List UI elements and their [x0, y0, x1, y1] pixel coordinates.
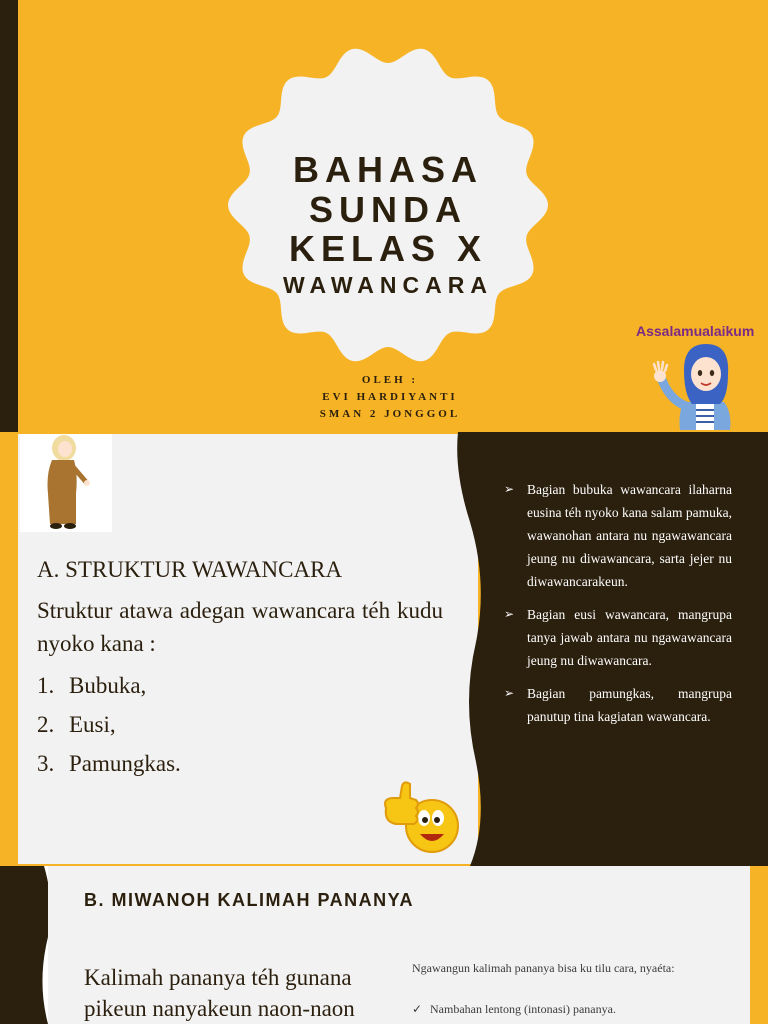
title-line-2: KELAS X [288, 228, 488, 269]
bullet-item [504, 682, 732, 728]
section-b-title: B. MIWANOH KALIMAH PANANYA [84, 890, 414, 910]
list-item [37, 669, 181, 708]
right-accent-bar [750, 866, 768, 1024]
list-number: 1. [37, 673, 55, 698]
list-number: 3. [37, 751, 55, 776]
section-a-title: A. STRUKTUR WAWANCARA [37, 557, 343, 582]
list-text: Bubuka, [69, 673, 147, 698]
left-accent-bar [0, 0, 18, 432]
author-school: SMAN 2 JONGGOL [319, 408, 461, 420]
bullet-text: Bagian bubuka wawancara ilaharna eusina téh nyoko kana salam pamuka, wawanohan antara nu ngawawancara jeung nu diwawancara, sarta jejer nu diwawancarakeun. [527, 482, 732, 589]
check-item-text: Nambahan lentong (intonasi) pananya. [430, 1002, 616, 1016]
check-item [412, 1002, 616, 1017]
arrow-bullet-icon: ➢ [504, 686, 515, 700]
greeting-text: Assalamualaikum [636, 323, 755, 339]
section-b-body: Kalimah pananya téh gunana pikeun nanyakeun naon-naon [84, 965, 355, 1021]
author-block [290, 372, 490, 423]
bullet-text: Bagian eusi wawancara, mangrupa tanya jawab antara nu ngawawancara jeung nu diwawancara. [527, 607, 732, 668]
list-item [37, 747, 181, 786]
arrow-bullet-icon: ➢ [504, 607, 515, 621]
author-name: EVI HARDIYANTI [322, 391, 458, 403]
title-block [228, 150, 548, 302]
list-item [37, 708, 181, 747]
bullet-text: Bagian pamungkas, mangrupa panutup tina kagiatan wawancara. [527, 686, 732, 724]
title-slide [0, 0, 768, 432]
list-text: Pamungkas. [69, 751, 181, 776]
thumbs-up-emoji-icon [378, 778, 460, 858]
question-slide [0, 866, 768, 1024]
waving-girl-icon [648, 340, 740, 430]
structure-list [37, 669, 181, 786]
arrow-bullet-icon: ➢ [504, 482, 515, 496]
check-icon: ✓ [412, 1002, 423, 1016]
bullet-item [504, 478, 732, 593]
section-a-intro: Struktur atawa adegan wawancara téh kudu nyoko kana : [37, 598, 443, 656]
section-b-intro: Ngawangun kalimah pananya bisa ku tilu cara, nyaéta: [412, 961, 675, 975]
bullet-item [504, 603, 732, 672]
author-label: OLEH : [361, 374, 419, 386]
structure-bullets [504, 478, 732, 738]
structure-slide [0, 432, 768, 866]
list-text: Eusi, [69, 712, 116, 737]
list-number: 2. [37, 712, 55, 737]
title-line-3: WAWANCARA [283, 272, 493, 298]
title-line-1: BAHASA SUNDA [292, 149, 483, 230]
teacher-figure-icon [20, 434, 112, 532]
